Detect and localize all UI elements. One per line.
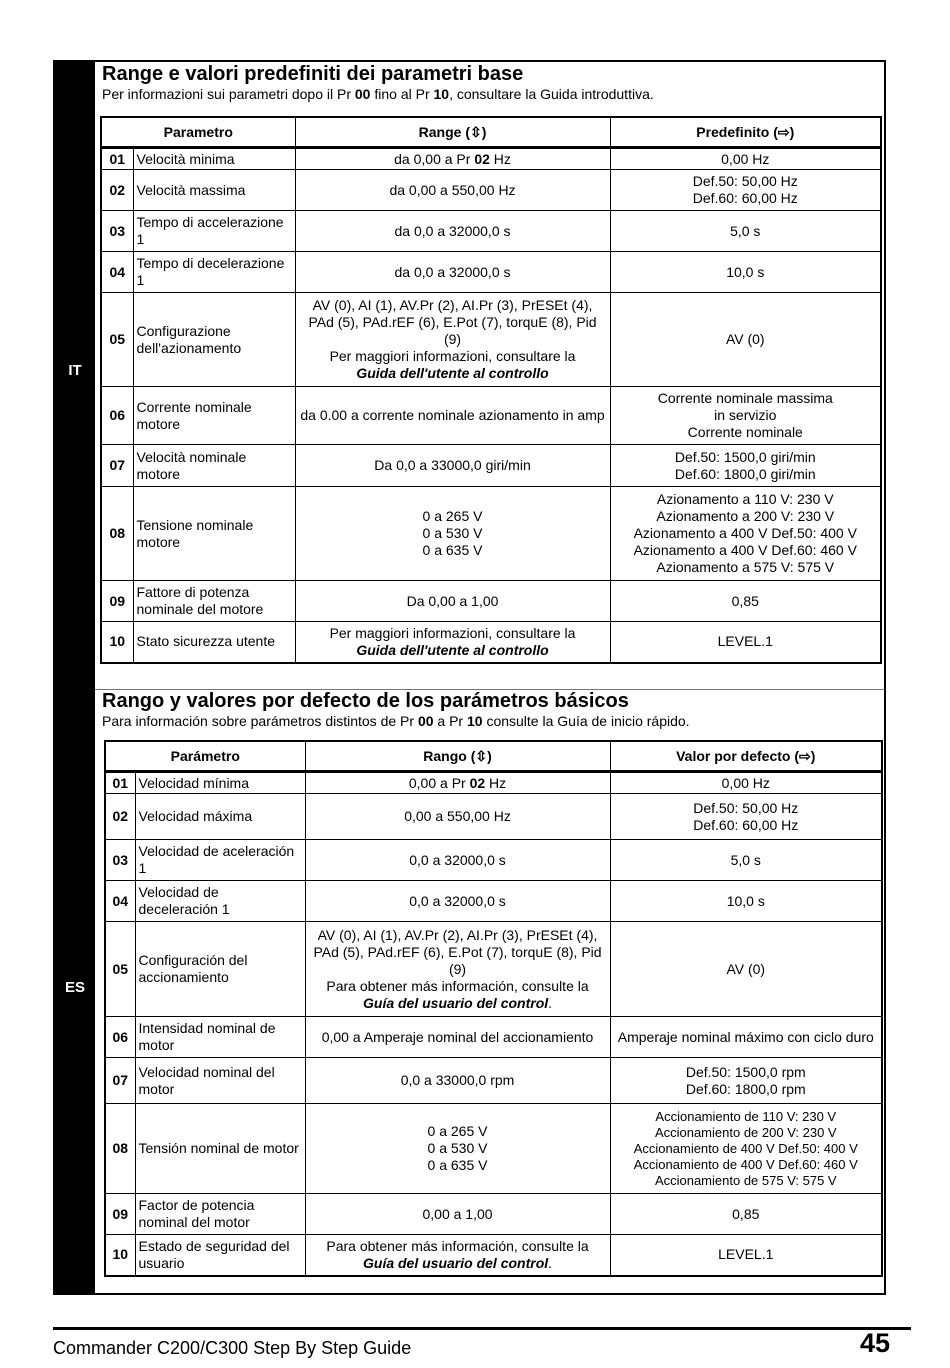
param-default <box>610 293 881 387</box>
cell-text: Amperaje nominal máximo con ciclo duro <box>617 1028 874 1045</box>
param-number: 07 <box>105 1058 135 1104</box>
cell-text: in servizio <box>714 407 777 423</box>
cell-text: Corrente nominale <box>687 424 803 440</box>
cell-text: Def.60: 60,00 Hz <box>692 190 798 206</box>
cell-text: 0 a 265 V <box>422 508 483 524</box>
cell-text: Para obtener más información, consulte la <box>326 977 589 994</box>
cell-text: Accionamiento de 400 V Def.50: 400 V <box>633 1140 858 1156</box>
param-name: Velocidad de aceleración 1 <box>135 840 305 881</box>
param-default <box>610 881 882 922</box>
header-default: Valor por defecto (⇨) <box>610 741 882 772</box>
param-name: Stato sicurezza utente <box>133 622 295 663</box>
header-parameter: Parametro <box>101 117 295 148</box>
param-range <box>305 1058 610 1104</box>
param-default <box>610 1017 882 1058</box>
table-row <box>101 487 881 581</box>
table-header-row <box>105 741 882 772</box>
content-frame <box>53 60 886 1295</box>
cell-text: Corrente nominale massima <box>657 390 833 406</box>
param-name: Velocidad mínima <box>135 772 305 794</box>
cell-text: Guida dell'utente al controllo <box>356 641 549 658</box>
cell-text: da 0,00 a Pr <box>394 150 475 167</box>
param-number: 02 <box>105 794 135 840</box>
param-default <box>610 445 881 487</box>
cell-text: Accionamiento de 400 V Def.60: 460 V <box>633 1156 858 1172</box>
section-title-es: Rango y valores por defecto de los parámetros básicos <box>102 690 629 712</box>
param-number: 04 <box>105 881 135 922</box>
table-row <box>105 794 882 840</box>
cell-text: Da 0,0 a 33000,0 giri/min <box>374 457 531 473</box>
table-row <box>101 148 881 170</box>
cell-text: Azionamento a 110 V: 230 V <box>656 491 834 507</box>
cell-text: 10,0 s <box>726 263 765 280</box>
param-default <box>610 772 882 794</box>
cell-text: 0,85 <box>731 592 759 609</box>
param-range <box>295 211 610 252</box>
param-number: 09 <box>105 1194 135 1235</box>
cell-text: 0 a 635 V <box>427 1157 488 1173</box>
param-default <box>610 622 881 663</box>
cell-text: . <box>548 994 553 1011</box>
param-name: Velocidad de deceleración 1 <box>135 881 305 922</box>
cell-text: Azionamento a 400 V Def.50: 400 V <box>633 525 857 541</box>
param-number: 08 <box>105 1104 135 1194</box>
cell-text: Def.60: 1800,0 giri/min <box>674 465 816 482</box>
param-name: Velocità minima <box>133 148 295 170</box>
table-row <box>101 211 881 252</box>
cell-text: Def.50: 1500,0 rpm <box>685 1063 806 1080</box>
param-range <box>305 881 610 922</box>
param-default <box>610 487 881 581</box>
table-row <box>105 840 882 881</box>
cell-text: da 0,0 a 32000,0 s <box>394 222 511 239</box>
param-range <box>305 1104 610 1194</box>
page-number: 45 <box>859 1328 890 1358</box>
cell-text: Hz <box>485 774 507 791</box>
header-range: Range (⇳) <box>295 117 610 148</box>
param-number: 08 <box>101 487 133 581</box>
param-number: 07 <box>101 445 133 487</box>
param-range <box>295 445 610 487</box>
param-name: Estado de seguridad del usuario <box>135 1235 305 1276</box>
parameter-table-it <box>100 116 882 664</box>
language-tab-es: ES <box>64 979 85 996</box>
language-sidebar <box>55 62 95 1293</box>
param-range <box>305 772 610 794</box>
param-default <box>610 148 881 170</box>
table-row <box>105 922 882 1017</box>
param-number: 09 <box>101 581 133 622</box>
table-row <box>105 772 882 794</box>
cell-text: Accionamiento de 200 V: 230 V <box>654 1124 837 1140</box>
param-name: Fattore di potenza nominale del motore <box>133 581 295 622</box>
cell-text: AV (0) <box>725 331 765 347</box>
cell-text: Def.60: 60,00 Hz <box>693 816 799 833</box>
table-header-row <box>101 117 881 148</box>
section-title-it: Range e valori predefiniti dei parametri base <box>102 63 524 85</box>
cell-text: 0,00 a Pr <box>408 774 470 791</box>
param-range <box>305 1235 610 1276</box>
param-range <box>305 1194 610 1235</box>
param-default <box>610 840 882 881</box>
param-number: 01 <box>101 148 133 170</box>
param-name: Velocità nominale motore <box>133 445 295 487</box>
param-default <box>610 922 882 1017</box>
param-range <box>305 794 610 840</box>
cell-text: Hz <box>489 150 511 167</box>
footer-title: Commander C200/C300 Step By Step Guide <box>53 1338 412 1358</box>
param-name: Tensión nominal de motor <box>135 1104 305 1194</box>
param-range <box>305 1017 610 1058</box>
param-default <box>610 1194 882 1235</box>
cell-text: Azionamento a 575 V: 575 V <box>656 559 835 575</box>
cell-text: Def.50: 50,00 Hz <box>693 799 799 816</box>
header-default: Predefinito (⇨) <box>610 117 881 148</box>
table-row <box>101 293 881 387</box>
cell-text: 0,00 a Amperaje nominal del accionamiento <box>321 1028 594 1045</box>
param-range <box>295 581 610 622</box>
cell-text: 0,00 a 550,00 Hz <box>404 808 511 824</box>
cell-text: 02 <box>469 774 486 791</box>
cell-text: Guía del usuario del control <box>363 1254 549 1271</box>
cell-text: Def.50: 50,00 Hz <box>692 173 798 189</box>
cell-text: da 0,0 a 32000,0 s <box>394 263 511 280</box>
param-number: 05 <box>105 922 135 1017</box>
table-row <box>101 622 881 663</box>
param-number: 10 <box>105 1235 135 1276</box>
parameter-table-es <box>104 740 883 1277</box>
param-name: Configuración del accionamiento <box>135 922 305 1017</box>
param-range <box>305 840 610 881</box>
param-default <box>610 387 881 445</box>
table-row <box>101 581 881 622</box>
cell-text: 0,0 a 33000,0 rpm <box>400 1072 515 1088</box>
param-name: Tempo di accelerazione 1 <box>133 211 295 252</box>
param-range <box>295 148 610 170</box>
section-italian <box>102 63 884 103</box>
param-range <box>295 252 610 293</box>
cell-text: 0 a 635 V <box>422 542 483 558</box>
language-tab-it: IT <box>68 362 82 379</box>
param-name: Corrente nominale motore <box>133 387 295 445</box>
param-number: 01 <box>105 772 135 794</box>
cell-text: da 0.00 a corrente nominale azionamento in amp <box>300 407 605 423</box>
table-row <box>101 387 881 445</box>
param-number: 10 <box>101 622 133 663</box>
cell-text: 0 a 265 V <box>427 1123 488 1139</box>
param-number: 02 <box>101 170 133 211</box>
table-row <box>101 170 881 211</box>
param-default <box>610 211 881 252</box>
section-spanish <box>102 690 884 730</box>
cell-text: AV (0), AI (1), AV.Pr (2), AI.Pr (3), PrESEt (4), PAd (5), PAd.rEF (6), E.Pot (7), torquE (8), Pid (9) <box>313 926 602 977</box>
cell-text: 0 a 530 V <box>422 525 483 541</box>
param-range <box>295 387 610 445</box>
header-range: Rango (⇳) <box>305 741 610 772</box>
cell-text: Guía del usuario del control <box>363 994 549 1011</box>
table-row <box>105 1235 882 1276</box>
header-parameter: Parámetro <box>105 741 305 772</box>
section-intro-es: Para información sobre parámetros distintos de Pr 00 a Pr 10 consulte la Guía de inicio rápido. <box>102 713 690 729</box>
table-row <box>105 1194 882 1235</box>
cell-text: 0,0 a 32000,0 s <box>409 892 506 909</box>
param-range <box>305 922 610 1017</box>
param-default <box>610 170 881 211</box>
cell-text: 02 <box>474 150 490 167</box>
cell-text: Da 0,00 a 1,00 <box>406 592 499 609</box>
param-default <box>610 1058 882 1104</box>
cell-text: Per maggiori informazioni, consultare la <box>329 348 576 364</box>
cell-text: . <box>548 1254 553 1271</box>
table-row <box>105 1017 882 1058</box>
param-number: 03 <box>105 840 135 881</box>
footer-rule <box>53 1327 911 1330</box>
table-row <box>105 1104 882 1194</box>
cell-text: Per maggiori informazioni, consultare la <box>329 624 576 641</box>
cell-text: 10,0 s <box>726 892 765 909</box>
param-name: Tensione nominale motore <box>133 487 295 581</box>
param-name: Configurazione dell'azionamento <box>133 293 295 387</box>
cell-text: 0,00 Hz <box>721 150 770 167</box>
param-name: Tempo di decelerazione 1 <box>133 252 295 293</box>
table-row <box>101 252 881 293</box>
cell-text: 0 a 530 V <box>427 1140 488 1156</box>
param-default <box>610 1104 882 1194</box>
param-range <box>295 622 610 663</box>
param-name: Factor de potencia nominal del motor <box>135 1194 305 1235</box>
cell-text: AV (0) <box>726 960 766 977</box>
cell-text: Def.60: 1800,0 rpm <box>685 1080 806 1097</box>
param-number: 04 <box>101 252 133 293</box>
param-name: Velocidad nominal del motor <box>135 1058 305 1104</box>
cell-text: Accionamiento de 575 V: 575 V <box>654 1172 837 1188</box>
param-name: Velocità massima <box>133 170 295 211</box>
cell-text: 5,0 s <box>730 851 761 868</box>
table-row <box>101 445 881 487</box>
table-row <box>105 881 882 922</box>
cell-text: AV (0), AI (1), AV.Pr (2), AI.Pr (3), PrESEt (4), PAd (5), PAd.rEF (6), E.Pot (7), torquE (8), Pid (9) <box>308 297 597 347</box>
cell-text: Guida dell'utente al controllo <box>356 365 549 381</box>
cell-text: LEVEL.1 <box>717 633 773 650</box>
param-number: 05 <box>101 293 133 387</box>
param-default <box>610 794 882 840</box>
param-range <box>295 293 610 387</box>
param-default <box>610 581 881 622</box>
cell-text: 5,0 s <box>730 222 761 239</box>
cell-text: Azionamento a 200 V: 230 V <box>656 508 835 524</box>
section-intro-it: Per informazioni sui parametri dopo il Pr 00 fino al Pr 10, consultare la Guida introduttiva. <box>102 86 654 102</box>
cell-text: Def.50: 1500,0 giri/min <box>674 448 816 465</box>
param-number: 06 <box>101 387 133 445</box>
cell-text: Azionamento a 400 V Def.60: 460 V <box>633 542 857 558</box>
param-name: Velocidad máxima <box>135 794 305 840</box>
param-number: 06 <box>105 1017 135 1058</box>
param-name: Intensidad nominal de motor <box>135 1017 305 1058</box>
param-default <box>610 1235 882 1276</box>
cell-text: 0,0 a 32000,0 s <box>409 851 506 868</box>
param-range <box>295 487 610 581</box>
cell-text: 0,00 Hz <box>721 774 770 791</box>
param-range <box>295 170 610 211</box>
cell-text: LEVEL.1 <box>718 1246 774 1263</box>
cell-text: Para obtener más información, consulte la <box>326 1237 589 1254</box>
cell-text: 0,00 a 1,00 <box>422 1205 493 1222</box>
cell-text: da 0,00 a 550,00 Hz <box>389 181 516 198</box>
param-default <box>610 252 881 293</box>
cell-text: 0,85 <box>732 1205 760 1222</box>
table-row <box>105 1058 882 1104</box>
param-number: 03 <box>101 211 133 252</box>
cell-text: Accionamiento de 110 V: 230 V <box>655 1108 837 1124</box>
